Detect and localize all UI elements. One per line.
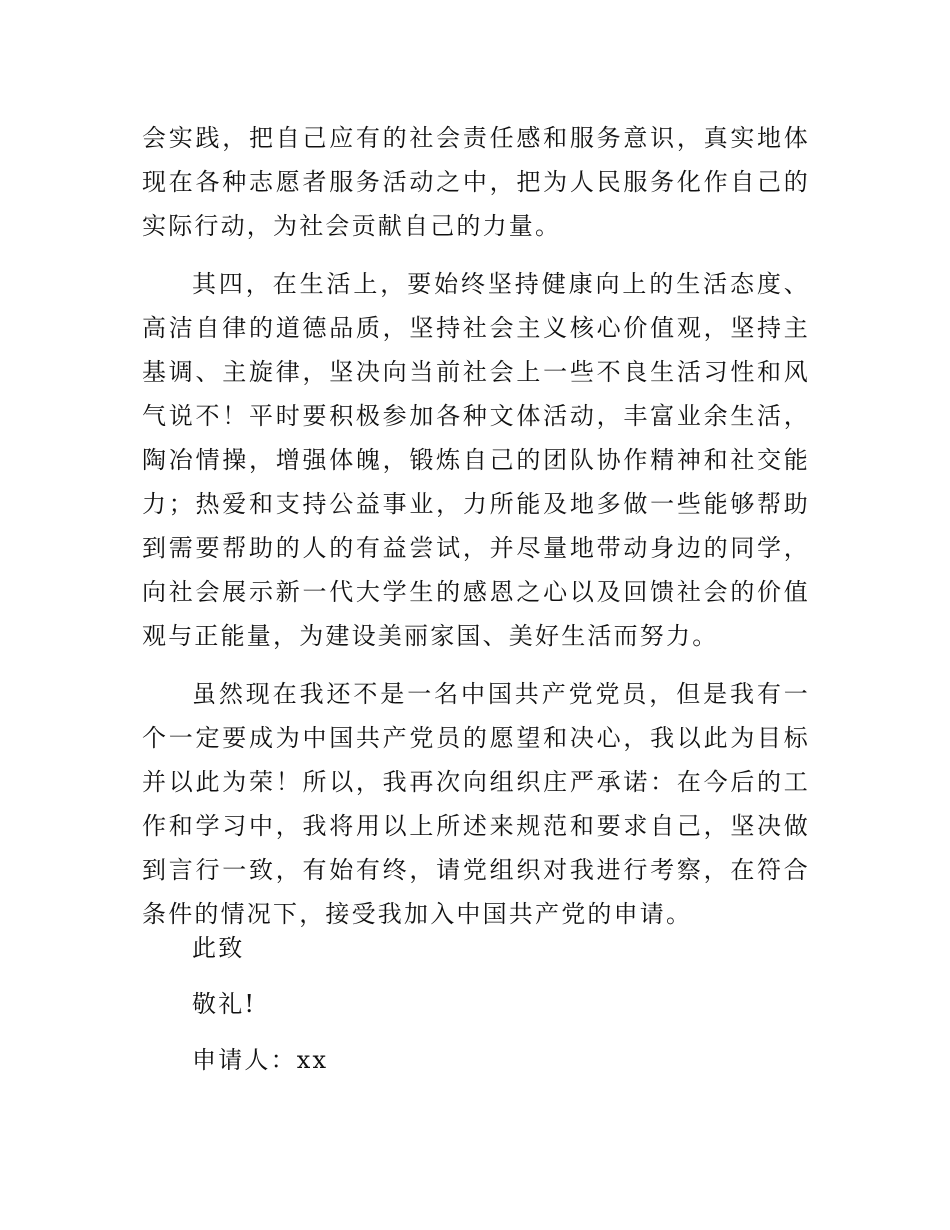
closing-salutation: 此致 — [192, 934, 245, 962]
paragraph-commitment: 虽然现在我还不是一名中国共产党党员，但是我有一个一定要成为中国共产党员的愿望和决心，我以此为目标并以此为荣！所以，我再次向组织庄严承诺：在今后的工作和学习中，我将用以上所述来规范和要求自己，坚决做到言行一致，有始有终，请党组织对我进行考察，在符合条件的情况下，接受我加入中国共产党的申请。 — [142, 680, 810, 928]
letter-body — [142, 116, 810, 936]
closing-regards: 敬礼! — [192, 990, 257, 1018]
paragraph-life-conduct: 其四，在生活上，要始终坚持健康向上的生活态度、高洁自律的道德品质，坚持社会主义核心价值观，坚持主基调、主旋律，坚决向当前社会上一些不良生活习性和风气说不！平时要积极参加各种文体活动，丰富业余生活，陶冶情操，增强体魄，锻炼自己的团队协作精神和社交能力；热爱和支持公益事业，力所能及地多做一些能够帮助到需要帮助的人的有益尝试，并尽量地带动身边的同学，向社会展示新一代大学生的感恩之心以及回馈社会的价值观与正能量，为建设美丽家国、美好生活而努力。 — [142, 270, 810, 650]
paragraph-continuation: 会实践，把自己应有的社会责任感和服务意识，真实地体现在各种志愿者服务活动之中，把为人民服务化作自己的实际行动，为社会贡献自己的力量。 — [142, 124, 810, 240]
signature-line: 申请人：xx — [192, 1046, 329, 1074]
